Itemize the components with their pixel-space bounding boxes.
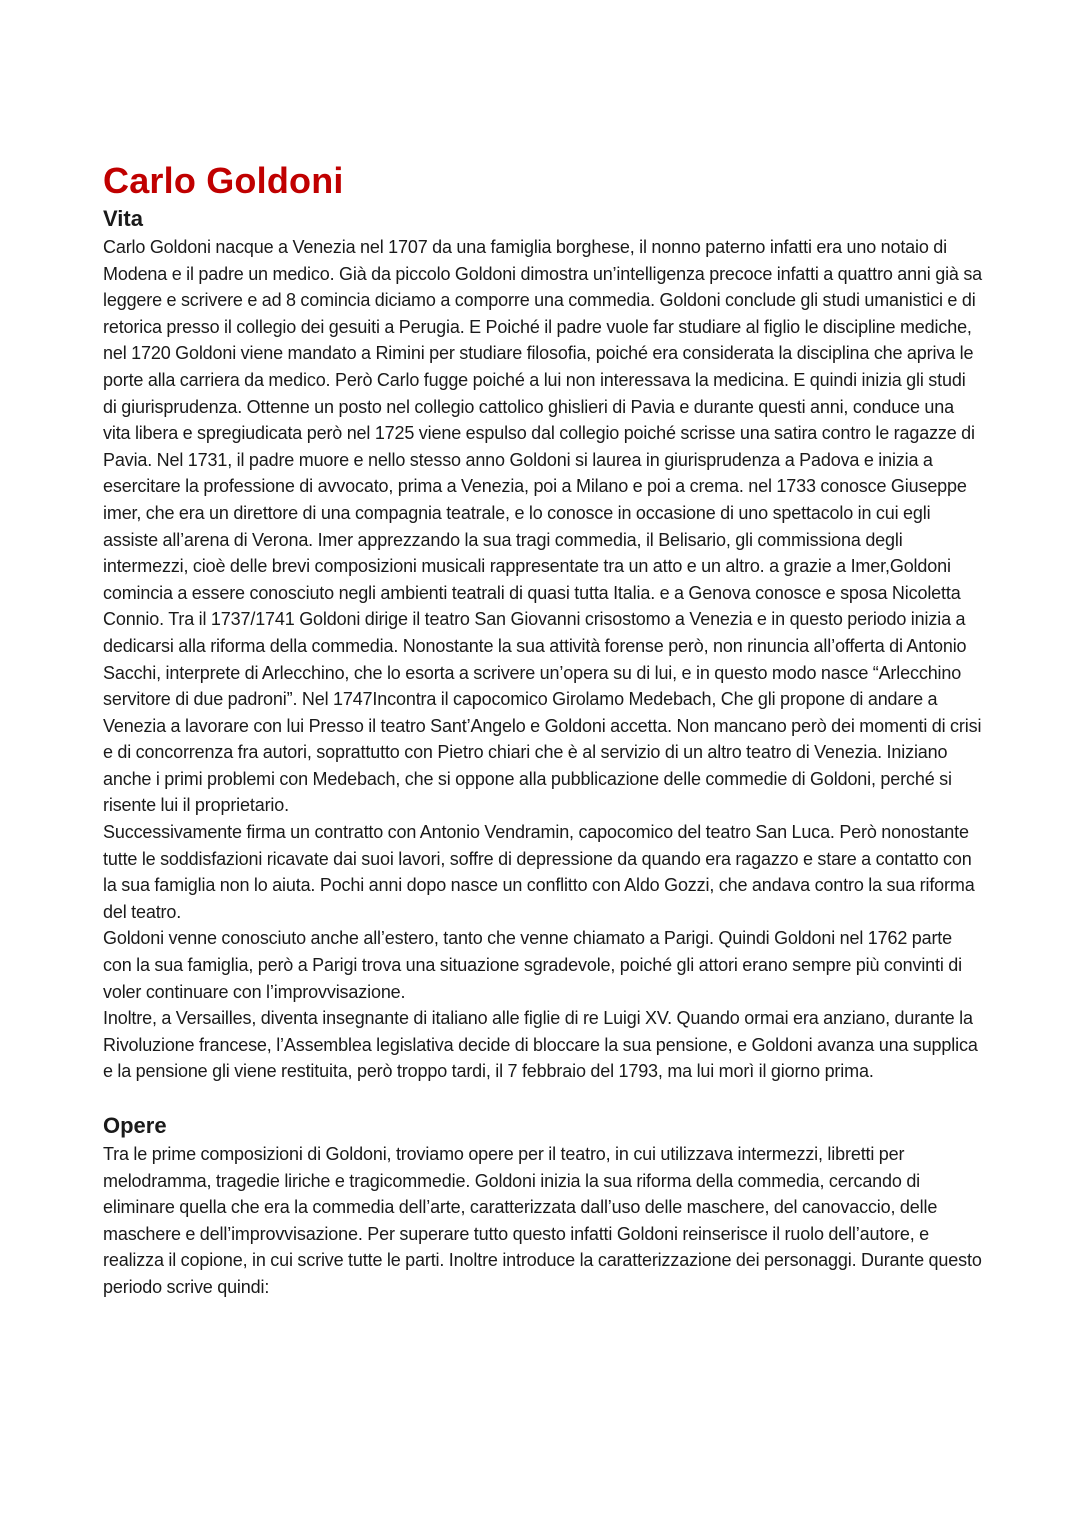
paragraph: Tra le prime composizioni di Goldoni, troviamo opere per il teatro, in cui utilizzava intermezzi, libretti per melodramma, tragedie liriche e tragicommedie. Goldoni inizia la sua riforma della commedia, cercando di eliminare quella che era la commedia dell’arte, caratterizzata dall’uso delle maschere, del canovaccio, delle maschere e dell’improvvisazione. Per superare tutto questo infatti Goldoni reinserisce il ruolo dell’autore, e realizza il copione, in cui scrive tutte le parti. Inoltre introduce la caratterizzazione dei personaggi. Durante questo periodo scrive quindi: <box>103 1144 982 1297</box>
document-page <box>103 158 983 1301</box>
section-vita <box>103 204 983 1085</box>
section-heading-opere: Opere <box>103 1113 167 1138</box>
document-title: Carlo Goldoni <box>103 160 344 201</box>
section-spacer <box>103 1085 983 1111</box>
section-opere <box>103 1111 983 1301</box>
section-heading-vita: Vita <box>103 206 143 231</box>
paragraph: Successivamente firma un contratto con Antonio Vendramin, capocomico del teatro San Luca. Però nonostante tutte le soddisfazioni ricavate dai suoi lavori, soffre di depressione da quando era ragazzo e stare a contatto con la sua famiglia non lo aiuta. Pochi anni dopo nasce un conflitto con Aldo Gozzi, che andava contro la sua riforma del teatro. <box>103 822 975 922</box>
paragraph: Carlo Goldoni nacque a Venezia nel 1707 da una famiglia borghese, il nonno paterno infatti era uno notaio di Modena e il padre un medico. Già da piccolo Goldoni dimostra un’intelligenza precoce infatti a quattro anni già sa leggere e scrivere e ad 8 comincia diciamo a comporre una commedia. Goldoni conclude gli studi umanistici e di retorica presso il collegio dei gesuiti a Perugia. E Poiché il padre vuole far studiare al figlio le discipline mediche, nel 1720 Goldoni viene mandato a Rimini per studiare filosofia, poiché era considerata la disciplina che apriva le porte alla carriera da medico. Però Carlo fugge poiché a lui non interessava la medicina. E quindi inizia gli studi di giurisprudenza. Ottenne un posto nel collegio cattolico ghislieri di Pavia e durante questi anni, conduce una vita libera e spregiudicata però nel 1725 viene espulso dal collegio poiché scrisse una satira contro le ragazze di Pavia. Nel 1731, il padre muore e nello stesso anno Goldoni si laurea in giurisprudenza a Padova e inizia a esercitare la professione di avvocato, prima a Venezia, poi a Milano e poi a crema. nel 1733 conosce Giuseppe imer, che era un direttore di una compagnia teatrale, e lo conosce in occasione di uno spettacolo in cui egli assiste all’arena di Verona. Imer apprezzando la sua tragi commedia, il Belisario, gli commissiona degli intermezzi, cioè delle brevi composizioni musicali rappresentate tra un atto e un altro. a grazie a Imer,Goldoni comincia a essere conosciuto negli ambienti teatrali di quasi tutta Italia. e a Genova conosce e sposa Nicoletta Connio. Tra il 1737/1741 Goldoni dirige il teatro San Giovanni crisostomo a Venezia e in questo periodo inizia a dedicarsi alla riforma della commedia. Nonostante la sua attività forense però, non rinuncia all’offerta di Antonio Sacchi, interprete di Arlecchino, che lo esorta a scrivere un’opera su di lui, e in questo modo nasce “Arlecchino servitore di due padroni”. Nel 1747Incontra il capocomico Girolamo Medebach, Che gli propone di andare a Venezia a lavorare con lui Presso il teatro Sant’Angelo e Goldoni accetta. Non mancano però dei momenti di crisi e di concorrenza fra autori, soprattutto con Pietro chiari che è al servizio di un altro teatro di Venezia. Iniziano anche i primi problemi con Medebach, che si oppone alla pubblicazione delle commedie di Goldoni, perché si risente lui il proprietario. <box>103 237 983 816</box>
paragraph: Inoltre, a Versailles, diventa insegnante di italiano alle figlie di re Luigi XV. Quando ormai era anziano, durante la Rivoluzione francese, l’Assemblea legislativa decide di bloccare la sua pensione, e Goldoni avanza una supplica e la pensione gli viene restituita, però troppo tardi, il 7 febbraio del 1793, ma lui morì il giorno prima. <box>103 1008 978 1082</box>
paragraph: Goldoni venne conosciuto anche all’estero, tanto che venne chiamato a Parigi. Quindi Goldoni nel 1762 parte con la sua famiglia, però a Parigi trova una situazione sgradevole, poiché gli attori erano sempre più convinti di voler continuare con l’improvvisazione. <box>103 928 962 1002</box>
